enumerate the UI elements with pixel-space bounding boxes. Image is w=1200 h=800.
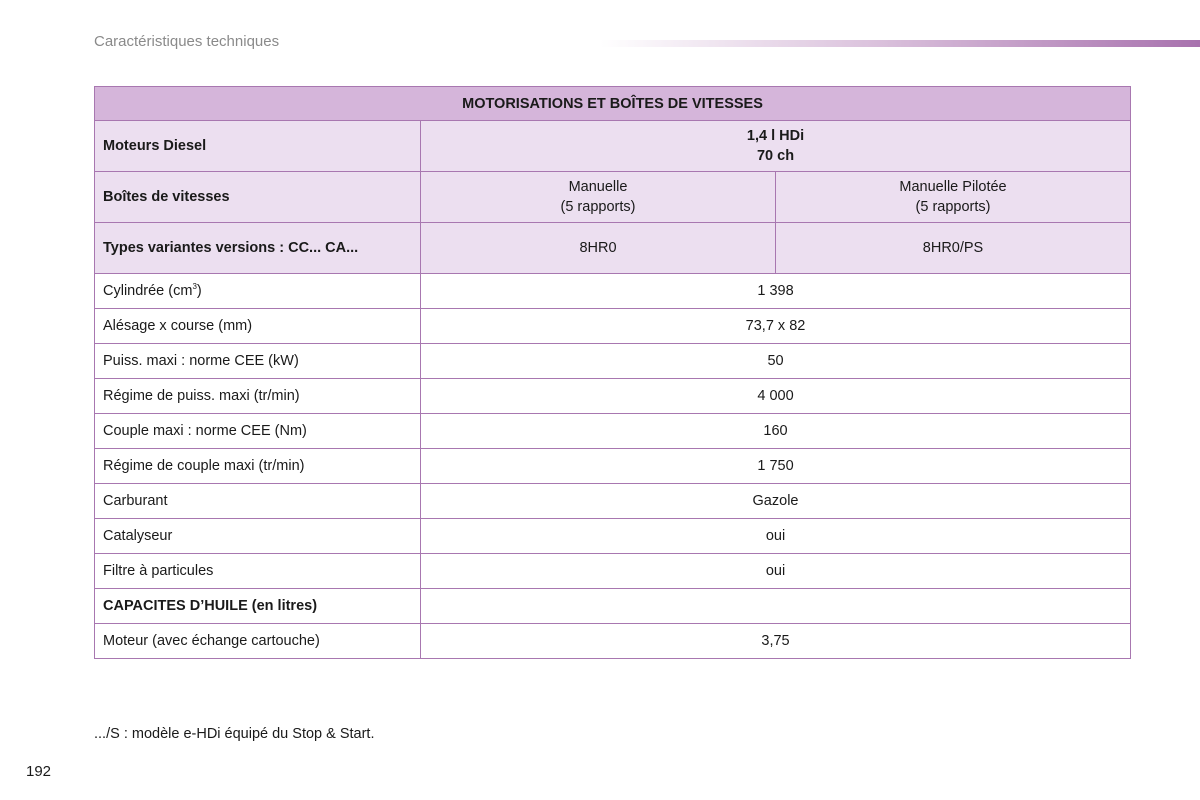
row-value: 73,7 x 82 (421, 309, 1131, 344)
gearbox-row (95, 172, 1131, 223)
row-value: oui (421, 554, 1131, 589)
row-label: Filtre à particules (95, 554, 421, 589)
gearbox-label: Boîtes de vitesses (95, 172, 421, 223)
gearbox-type: Manuelle Pilotée (899, 179, 1007, 195)
row-value: oui (421, 519, 1131, 554)
row-value: 3,75 (421, 624, 1131, 659)
page-number: 192 (26, 763, 52, 780)
engines-label: Moteurs Diesel (95, 121, 421, 172)
table-row (95, 449, 1131, 484)
section-title: Caractéristiques techniques (94, 33, 280, 50)
displacement-label (95, 274, 421, 309)
displacement-value: 1 398 (421, 274, 1131, 309)
row-label: Couple maxi : norme CEE (Nm) (95, 414, 421, 449)
row-value: Gazole (421, 484, 1131, 519)
table-row (95, 519, 1131, 554)
gearbox-ratios: (5 rapports) (915, 199, 991, 215)
table-row (95, 554, 1131, 589)
row-label: Régime de puiss. maxi (tr/min) (95, 379, 421, 414)
row-label: Puiss. maxi : norme CEE (kW) (95, 344, 421, 379)
oil-capacity-title: CAPACITES D’HUILE (en litres) (95, 589, 421, 624)
header-gradient-bar (600, 40, 1200, 47)
row-value: 1 750 (421, 449, 1131, 484)
row-value: 160 (421, 414, 1131, 449)
gearbox-manual (421, 172, 776, 223)
row-value: 50 (421, 344, 1131, 379)
engine-name: 1,4 l HDi (746, 128, 805, 144)
gearbox-piloted (776, 172, 1131, 223)
gearbox-ratios: (5 rapports) (560, 199, 636, 215)
table-row (95, 484, 1131, 519)
oil-title-row (95, 589, 1131, 624)
engine-cell (421, 121, 1131, 172)
row-label: Carburant (95, 484, 421, 519)
table-row (95, 309, 1131, 344)
footnote: .../S : modèle e-HDi équipé du Stop & Start. (94, 726, 375, 742)
oil-title-empty (421, 589, 1131, 624)
type-piloted: 8HR0/PS (776, 223, 1131, 274)
row-value: 4 000 (421, 379, 1131, 414)
row-label: Régime de couple maxi (tr/min) (95, 449, 421, 484)
specs-table (94, 86, 1131, 659)
table-title: MOTORISATIONS ET BOÎTES DE VITESSES (95, 87, 1131, 121)
table-row (95, 624, 1131, 659)
displacement-text-end: ) (196, 283, 202, 299)
engines-row (95, 121, 1131, 172)
type-manual: 8HR0 (421, 223, 776, 274)
types-row (95, 223, 1131, 274)
row-label: Alésage x course (mm) (95, 309, 421, 344)
gearbox-type: Manuelle (568, 179, 628, 195)
table-row (95, 274, 1131, 309)
types-label: Types variantes versions : CC... CA... (95, 223, 421, 274)
displacement-text: Cylindrée (cm (103, 283, 193, 299)
table-row (95, 344, 1131, 379)
table-row (95, 414, 1131, 449)
superscript-3: 3 (192, 282, 197, 292)
table-row (95, 379, 1131, 414)
engine-power: 70 ch (756, 148, 795, 164)
table-title-row (95, 87, 1131, 121)
row-label: Moteur (avec échange cartouche) (95, 624, 421, 659)
row-label: Catalyseur (95, 519, 421, 554)
